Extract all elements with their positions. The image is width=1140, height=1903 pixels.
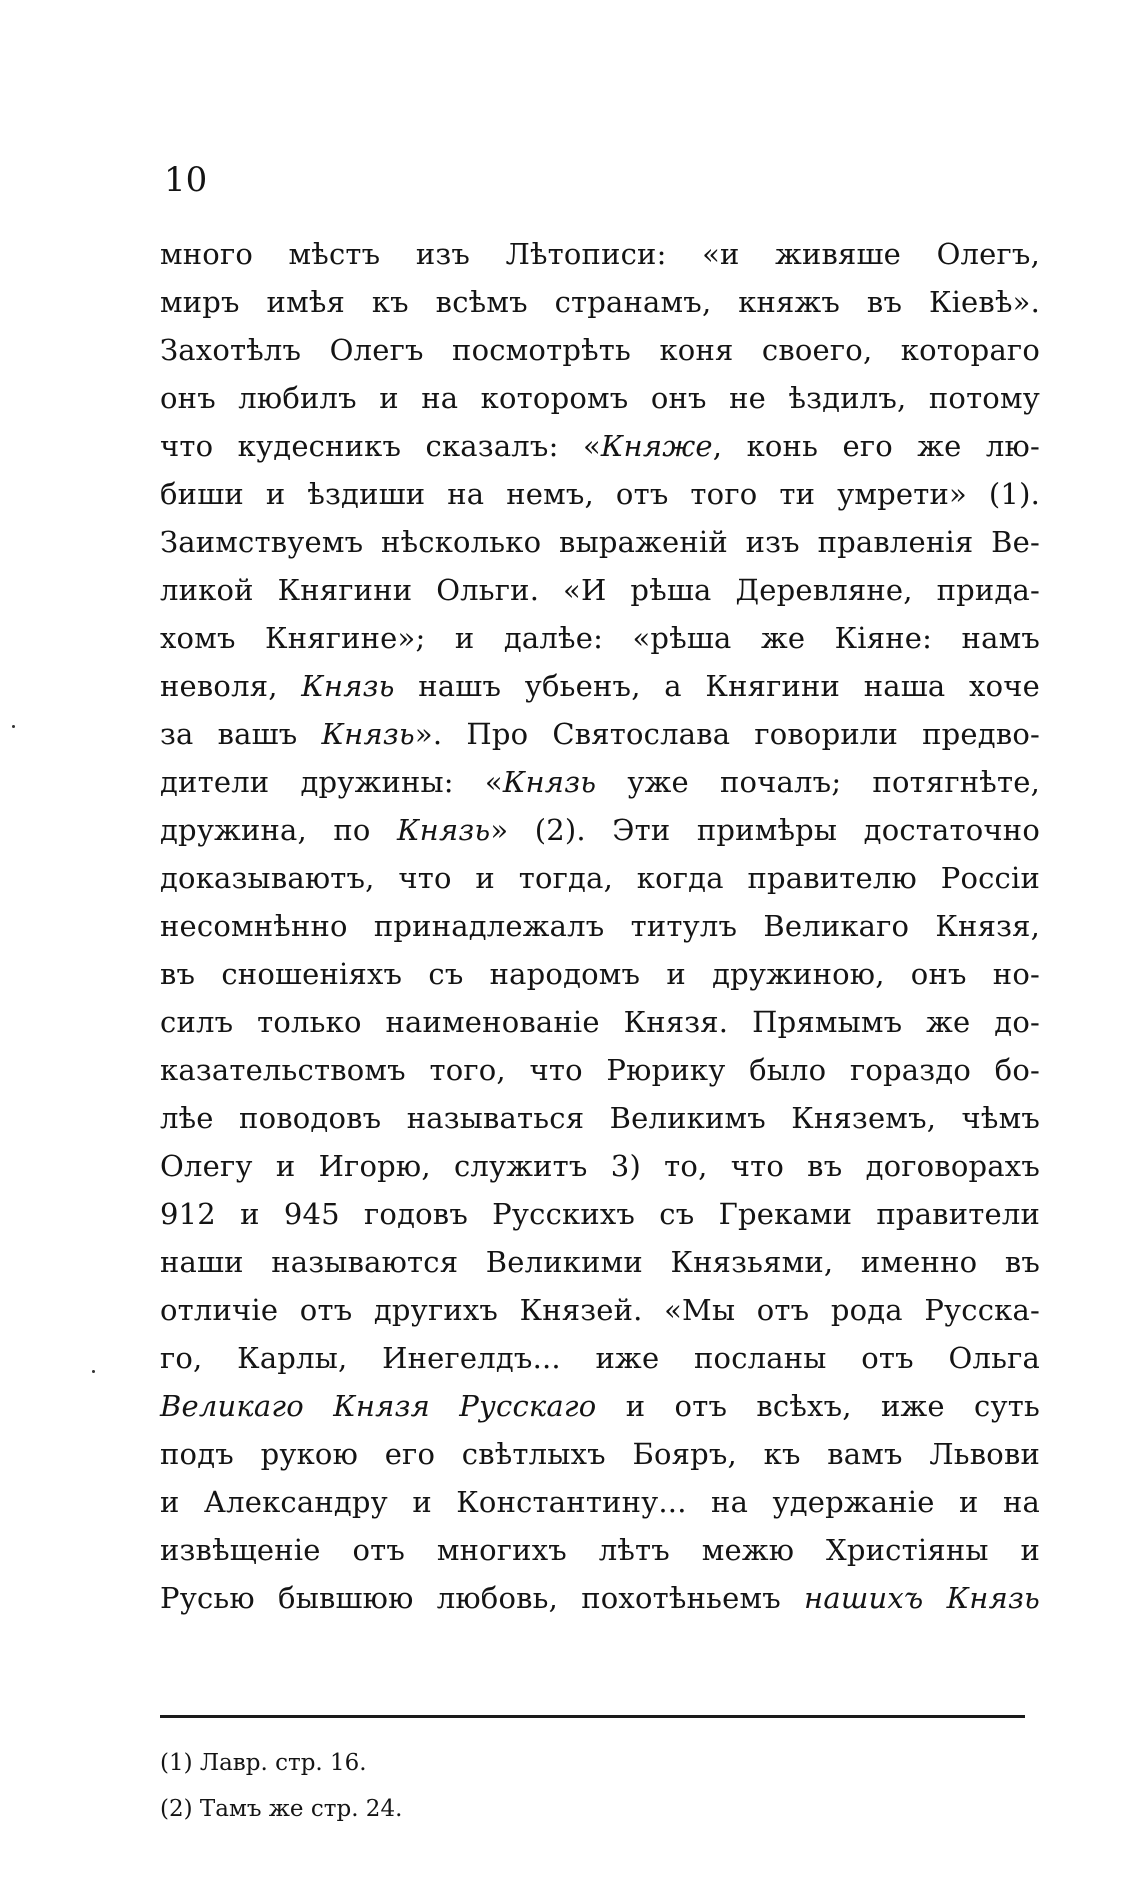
text-segment: извѣщеніе отъ многихъ лѣтъ межю Христіяны и (160, 1533, 1040, 1567)
text-segment: » (2). Эти примѣры достаточно (490, 813, 1040, 847)
text-line (160, 1286, 1040, 1334)
text-line (160, 998, 1040, 1046)
text-segment: лѣе поводовъ называться Великимъ Княземъ, чѣмъ (160, 1101, 1040, 1135)
text-line (160, 518, 1040, 566)
text-line (160, 1478, 1040, 1526)
text-line (160, 950, 1040, 998)
text-line (160, 1142, 1040, 1190)
italic-text: Князь (502, 765, 597, 799)
italic-text: Великаго Князя Русскаго (160, 1389, 597, 1423)
text-segment: миръ имѣя къ всѣмъ странамъ, княжъ въ Кіевѣ». (160, 285, 1040, 319)
footnote-1: (1) Лавр. стр. 16. (160, 1750, 367, 1776)
text-segment: дружина, по (160, 813, 397, 847)
scan-speck (12, 725, 15, 728)
text-segment: Олегу и Игорю, служитъ 3) то, что въ договорахъ (160, 1149, 1040, 1183)
text-line (160, 566, 1040, 614)
text-line (160, 854, 1040, 902)
text-line (160, 662, 1040, 710)
text-line (160, 710, 1040, 758)
text-segment: Заимствуемъ нѣсколько выраженій изъ правленія Ве- (160, 525, 1040, 559)
text-segment: несомнѣнно принадлежалъ титулъ Великаго Князя, (160, 909, 1040, 943)
text-segment: и Александру и Константину... на удержаніе и на (160, 1485, 1040, 1519)
text-line (160, 1334, 1040, 1382)
text-segment: нашъ убьенъ, а Княгини наша хоче (394, 669, 1040, 703)
text-segment: Русью бывшюю любовь, похотѣньемъ (160, 1581, 805, 1615)
scan-speck (92, 1370, 95, 1373)
text-segment: силъ только наименованіе Князя. Прямымъ же до- (160, 1005, 1040, 1039)
text-segment: доказываютъ, что и тогда, когда правителю Россіи (160, 861, 1040, 895)
text-segment: уже почалъ; потягнѣте, (596, 765, 1040, 799)
italic-text: Князь (397, 813, 491, 847)
text-segment: ликой Княгини Ольги. «И рѣша Деревляне, прида- (160, 573, 1040, 607)
italic-text: Князь (301, 669, 395, 703)
text-segment: онъ любилъ и на которомъ онъ не ѣздилъ, потому (160, 381, 1040, 415)
text-segment: за вашъ (160, 717, 322, 751)
text-segment: и отъ всѣхъ, иже суть (596, 1389, 1040, 1423)
page-number: 10 (164, 160, 208, 200)
text-line (160, 422, 1040, 470)
text-line (160, 1382, 1040, 1430)
text-segment: отличіе отъ другихъ Князей. «Мы отъ рода Русска- (160, 1293, 1040, 1327)
text-line (160, 278, 1040, 326)
text-line (160, 758, 1040, 806)
text-line (160, 1094, 1040, 1142)
text-line (160, 1526, 1040, 1574)
text-segment: , конь его же лю- (712, 429, 1040, 463)
text-line (160, 374, 1040, 422)
text-line (160, 1046, 1040, 1094)
text-segment: подъ рукою его свѣтлыхъ Бояръ, къ вамъ Львови (160, 1437, 1040, 1471)
text-segment: дители дружины: « (160, 765, 503, 799)
text-line (160, 326, 1040, 374)
italic-text: Князь (321, 717, 415, 751)
italic-text: Княже (600, 429, 713, 463)
text-line (160, 806, 1040, 854)
text-segment: въ сношеніяхъ съ народомъ и дружиною, онъ но- (160, 957, 1040, 991)
italic-text: нашихъ Князь (804, 1581, 1040, 1615)
text-line (160, 470, 1040, 518)
footnote-2: (2) Тамъ же стр. 24. (160, 1796, 403, 1822)
text-segment: биши и ѣздиши на немъ, отъ того ти умрети» (1). (160, 477, 1040, 511)
text-segment: 912 и 945 годовъ Русскихъ съ Греками правители (160, 1197, 1040, 1231)
footnote-divider (160, 1715, 1025, 1718)
text-segment: неволя, (160, 669, 302, 703)
text-segment: много мѣстъ изъ Лѣтописи: «и живяше Олегъ, (160, 237, 1040, 271)
text-segment: что кудесникъ сказалъ: « (160, 429, 601, 463)
body-text (160, 230, 1040, 1622)
text-line (160, 1574, 1040, 1622)
text-segment: наши называются Великими Князьями, именно въ (160, 1245, 1040, 1279)
text-line (160, 902, 1040, 950)
text-line (160, 1430, 1040, 1478)
text-segment: ». Про Святослава говорили предво- (414, 717, 1040, 751)
text-segment: Захотѣлъ Олегъ посмотрѣть коня своего, котораго (160, 333, 1040, 367)
text-segment: го, Карлы, Инегелдъ... иже посланы отъ Ольга (160, 1341, 1040, 1375)
text-segment: казательствомъ того, что Рюрику было гораздо бо- (160, 1053, 1040, 1087)
text-segment: хомъ Княгине»; и далѣе: «рѣша же Кіяне: намъ (160, 621, 1040, 655)
text-line (160, 614, 1040, 662)
text-line (160, 1190, 1040, 1238)
footnotes (160, 1740, 1040, 1832)
text-line (160, 230, 1040, 278)
text-line (160, 1238, 1040, 1286)
